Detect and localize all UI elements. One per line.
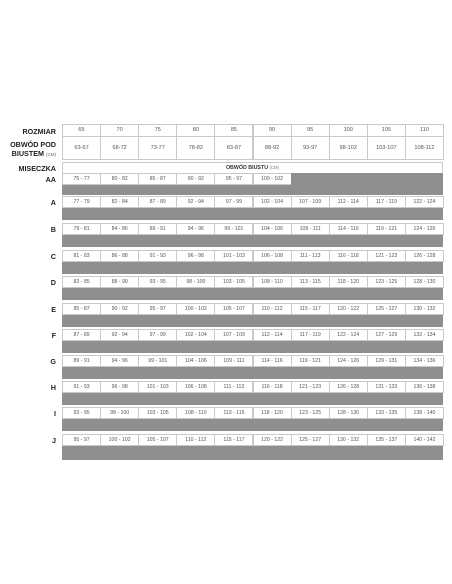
bust-cell: 121 - 123 bbox=[291, 381, 330, 393]
label-obwod-pod-line2 bbox=[0, 149, 56, 159]
grey-separator-bar bbox=[62, 235, 443, 247]
underbust-cell: 83-87 bbox=[214, 136, 253, 160]
bust-cell: 113 - 115 bbox=[291, 276, 330, 288]
bust-cell: 93 - 95 bbox=[62, 407, 101, 419]
bust-cell: 96 - 98 bbox=[176, 250, 215, 262]
bust-cell: 85 - 87 bbox=[138, 173, 177, 185]
size-cell: 65 bbox=[62, 124, 101, 137]
bust-cell: 100 - 102 bbox=[100, 434, 139, 446]
cup-label: E bbox=[51, 305, 56, 314]
bust-cell: 94 - 96 bbox=[100, 355, 139, 367]
size-cell: 75 bbox=[138, 124, 177, 137]
grey-separator-bar bbox=[62, 341, 443, 353]
label-miseczka: MISECZKA bbox=[18, 164, 56, 173]
cup-label: I bbox=[54, 409, 56, 418]
grey-separator-bar bbox=[62, 315, 443, 327]
bust-cell: 92 - 94 bbox=[176, 196, 215, 208]
bust-cell: 108 - 110 bbox=[253, 276, 292, 288]
underbust-cell: 78-82 bbox=[176, 136, 215, 160]
bust-cell: 105 - 107 bbox=[138, 434, 177, 446]
size-cell: 105 bbox=[367, 124, 406, 137]
label-obwod-pod-biustem bbox=[0, 140, 56, 159]
bust-cell: 124 - 126 bbox=[329, 355, 368, 367]
bust-cell: 103 - 105 bbox=[138, 407, 177, 419]
bust-cell: 98 - 100 bbox=[100, 407, 139, 419]
bust-cell: 90 - 92 bbox=[176, 173, 215, 185]
bust-cell: 113 - 115 bbox=[214, 407, 253, 419]
bust-cell: 97 - 99 bbox=[214, 196, 253, 208]
bust-cell: 99 - 101 bbox=[214, 223, 253, 235]
bust-cell: 98 - 100 bbox=[176, 276, 215, 288]
bust-cell: 119 - 121 bbox=[367, 223, 406, 235]
bust-cell: 112 - 114 bbox=[329, 196, 368, 208]
bust-cell: 134 - 136 bbox=[405, 355, 444, 367]
bust-cell: 85 - 87 bbox=[62, 303, 101, 315]
bust-cell: 118 - 120 bbox=[253, 407, 292, 419]
grey-separator-bar bbox=[62, 446, 443, 460]
bust-cell: 129 - 131 bbox=[367, 355, 406, 367]
grey-separator-bar bbox=[62, 393, 443, 405]
cup-label: D bbox=[50, 278, 56, 287]
bust-cell: 112 - 114 bbox=[253, 329, 292, 341]
bust-cell: 124 - 126 bbox=[405, 223, 444, 235]
bust-cell: 120 - 122 bbox=[253, 434, 292, 446]
bust-cell: 131 - 133 bbox=[367, 381, 406, 393]
size-cell: 95 bbox=[291, 124, 330, 137]
bust-cell: 104 - 106 bbox=[176, 355, 215, 367]
bust-cell: 111 - 113 bbox=[214, 381, 253, 393]
bust-cell: 122 - 124 bbox=[405, 196, 444, 208]
bust-cell: 96 - 98 bbox=[100, 381, 139, 393]
bust-cell: 122 - 124 bbox=[329, 329, 368, 341]
bust-cell: 99 - 101 bbox=[138, 355, 177, 367]
bust-cell: 75 - 77 bbox=[62, 173, 101, 185]
bust-cell: 135 - 137 bbox=[367, 434, 406, 446]
bust-cell: 115 - 117 bbox=[214, 434, 253, 446]
bust-cell: 81 - 83 bbox=[62, 250, 101, 262]
bust-cell: 101 - 103 bbox=[138, 381, 177, 393]
grey-separator-bar bbox=[62, 185, 443, 195]
grey-separator-bar bbox=[62, 288, 443, 300]
bust-cell: 82 - 84 bbox=[100, 196, 139, 208]
bust-cell: 133 - 135 bbox=[367, 407, 406, 419]
bust-cell: 123 - 125 bbox=[291, 407, 330, 419]
bust-cell: 110 - 112 bbox=[176, 434, 215, 446]
bust-cell: 90 - 92 bbox=[100, 303, 139, 315]
bust-cell: 125 - 127 bbox=[291, 434, 330, 446]
bust-cell: 77 - 79 bbox=[62, 196, 101, 208]
label-obwod-pod-line1: OBWÓD POD bbox=[10, 140, 56, 149]
size-cell: 70 bbox=[100, 124, 139, 137]
cup-label: G bbox=[50, 357, 56, 366]
bust-cell: 91 - 93 bbox=[138, 250, 177, 262]
bust-cell: 118 - 120 bbox=[329, 276, 368, 288]
bust-cell: 88 - 90 bbox=[100, 276, 139, 288]
grey-fill bbox=[291, 173, 443, 185]
bust-cell: 125 - 127 bbox=[367, 303, 406, 315]
underbust-cell: 68-72 bbox=[100, 136, 139, 160]
bust-cell: 126 - 128 bbox=[405, 250, 444, 262]
bust-cell: 107 - 109 bbox=[291, 196, 330, 208]
bust-cell: 120 - 122 bbox=[329, 303, 368, 315]
bust-cell: 80 - 82 bbox=[100, 173, 139, 185]
grey-separator-bar bbox=[62, 419, 443, 431]
bust-cell: 79 - 81 bbox=[62, 223, 101, 235]
bust-cell: 121 - 123 bbox=[367, 250, 406, 262]
bust-cell: 108 - 110 bbox=[176, 407, 215, 419]
bust-cell: 89 - 91 bbox=[62, 355, 101, 367]
cup-label: B bbox=[50, 225, 56, 234]
bust-cell: 116 - 118 bbox=[329, 250, 368, 262]
bust-cell: 136 - 138 bbox=[405, 381, 444, 393]
bust-cell: 100 - 102 bbox=[176, 303, 215, 315]
bust-cell: 110 - 112 bbox=[253, 303, 292, 315]
size-cell: 80 bbox=[176, 124, 215, 137]
bust-cell: 103 - 105 bbox=[214, 276, 253, 288]
bust-cell: 116 - 118 bbox=[253, 381, 292, 393]
bust-cell: 100 - 102 bbox=[253, 173, 292, 185]
bust-cell: 104 - 106 bbox=[253, 223, 292, 235]
bust-cell: 126 - 128 bbox=[329, 381, 368, 393]
bust-cell: 117 - 119 bbox=[291, 329, 330, 341]
bust-cell: 95 - 97 bbox=[62, 434, 101, 446]
bust-cell: 95 - 97 bbox=[138, 303, 177, 315]
underbust-cell: 103-107 bbox=[367, 136, 406, 160]
label-obwod-pod-unit: (CM) bbox=[46, 152, 56, 157]
bust-cell: 105 - 107 bbox=[214, 303, 253, 315]
bust-cell: 117 - 119 bbox=[367, 196, 406, 208]
bust-cell: 140 - 142 bbox=[405, 434, 444, 446]
size-cell: 85 bbox=[214, 124, 253, 137]
underbust-cell: 108-112 bbox=[405, 136, 444, 160]
bust-cell: 130 - 132 bbox=[405, 303, 444, 315]
underbust-cell: 63-67 bbox=[62, 136, 101, 160]
bust-cell: 89 - 91 bbox=[138, 223, 177, 235]
bust-cell: 97 - 99 bbox=[138, 329, 177, 341]
underbust-cell: 93-97 bbox=[291, 136, 330, 160]
bust-cell: 95 - 97 bbox=[214, 173, 253, 185]
bust-cell: 87 - 89 bbox=[62, 329, 101, 341]
cup-label: AA bbox=[45, 175, 56, 184]
bust-cell: 93 - 95 bbox=[138, 276, 177, 288]
size-cell: 100 bbox=[329, 124, 368, 137]
size-cell: 90 bbox=[253, 124, 292, 137]
cup-label: J bbox=[52, 436, 56, 445]
bust-cell: 114 - 116 bbox=[253, 355, 292, 367]
bust-cell: 128 - 130 bbox=[405, 276, 444, 288]
bust-cell: 84 - 86 bbox=[100, 223, 139, 235]
bust-cell: 138 - 140 bbox=[405, 407, 444, 419]
bust-cell: 115 - 117 bbox=[291, 303, 330, 315]
cup-label: H bbox=[50, 383, 56, 392]
cup-label: A bbox=[50, 198, 56, 207]
bust-cell: 107 - 109 bbox=[214, 329, 253, 341]
underbust-cell: 73-77 bbox=[138, 136, 177, 160]
bust-cell: 109 - 111 bbox=[214, 355, 253, 367]
grey-separator-bar bbox=[62, 208, 443, 220]
label-obwod-pod-line2-text: BIUSTEM bbox=[11, 149, 44, 158]
underbust-cell: 88-92 bbox=[253, 136, 292, 160]
bust-cell: 130 - 132 bbox=[329, 434, 368, 446]
cup-label: C bbox=[50, 252, 56, 261]
label-rozmiar: ROZMIAR bbox=[22, 127, 56, 136]
bust-cell: 92 - 94 bbox=[100, 329, 139, 341]
bust-cell: 109 - 111 bbox=[291, 223, 330, 235]
bust-cell: 127 - 129 bbox=[367, 329, 406, 341]
bust-cell: 94 - 96 bbox=[176, 223, 215, 235]
grey-separator-bar bbox=[62, 367, 443, 379]
bust-cell: 114 - 116 bbox=[329, 223, 368, 235]
bust-cell: 106 - 108 bbox=[176, 381, 215, 393]
bust-cell: 91 - 93 bbox=[62, 381, 101, 393]
bust-cell: 102 - 104 bbox=[253, 196, 292, 208]
bust-cell: 123 - 125 bbox=[367, 276, 406, 288]
bust-cell: 86 - 88 bbox=[100, 250, 139, 262]
bust-cell: 83 - 85 bbox=[62, 276, 101, 288]
cup-label: F bbox=[51, 331, 56, 340]
grey-separator-bar bbox=[62, 262, 443, 274]
bust-cell: 128 - 130 bbox=[329, 407, 368, 419]
bust-cell: 101 - 103 bbox=[214, 250, 253, 262]
bust-cell: 119 - 121 bbox=[291, 355, 330, 367]
bust-cell: 106 - 108 bbox=[253, 250, 292, 262]
bust-cell: 111 - 113 bbox=[291, 250, 330, 262]
bust-cell: 132 - 134 bbox=[405, 329, 444, 341]
size-cell: 110 bbox=[405, 124, 444, 137]
bust-cell: 87 - 89 bbox=[138, 196, 177, 208]
underbust-cell: 98-102 bbox=[329, 136, 368, 160]
bust-cell: 102 - 104 bbox=[176, 329, 215, 341]
obwod-biustu-title: OBWÓD BIUSTU bbox=[225, 165, 269, 171]
obwod-biustu-unit: (CM) bbox=[269, 165, 280, 170]
